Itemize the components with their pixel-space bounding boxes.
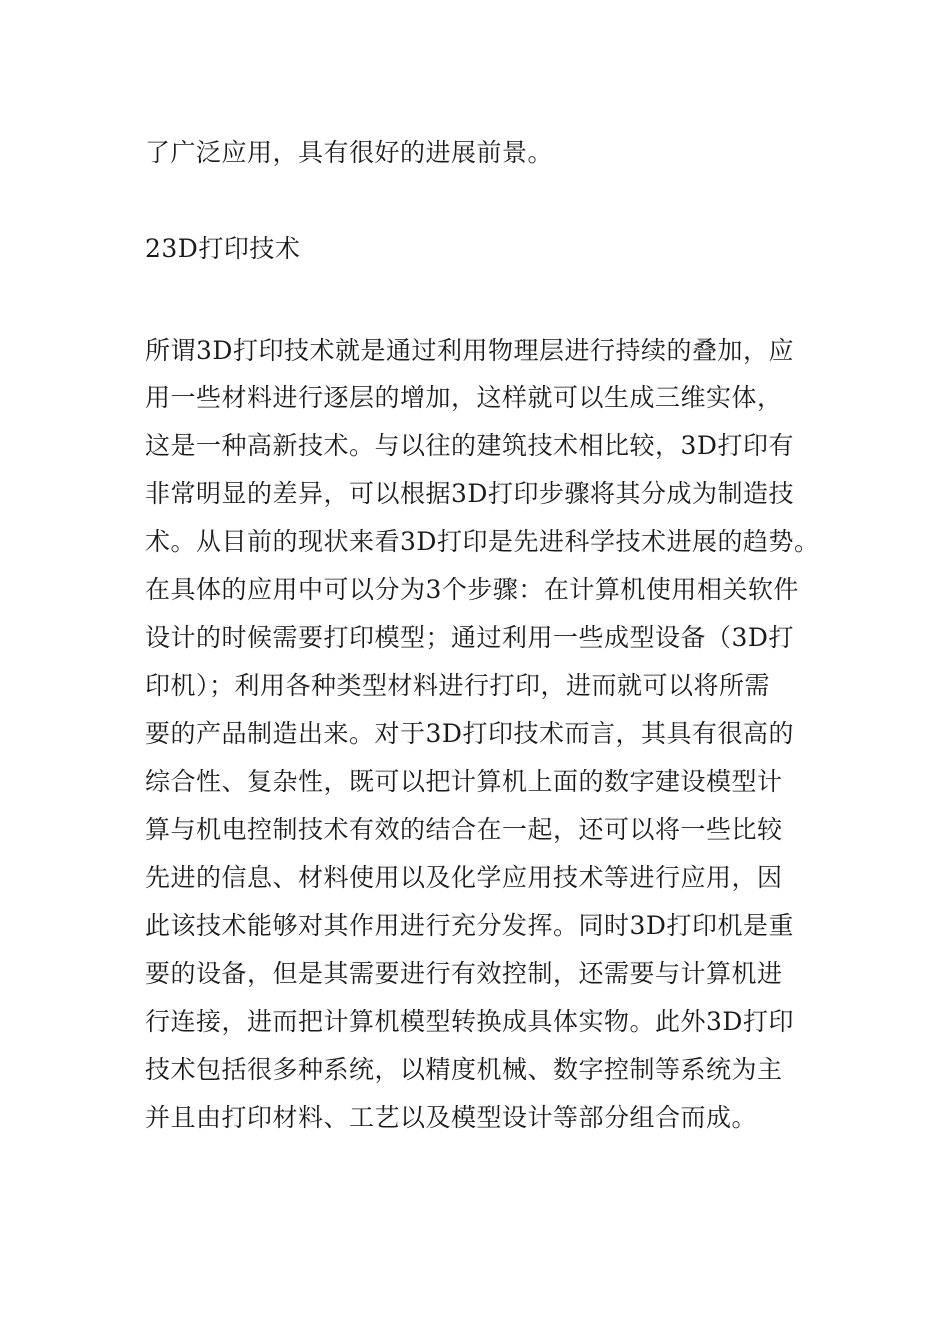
paragraph-line: 并且由打印材料、工艺以及模型设计等部分组合而成。	[145, 1103, 758, 1132]
paragraph-line: 此该技术能够对其作用进行充分发挥。同时3D打印机是重	[145, 911, 794, 940]
paragraph-line: 印机）；利用各种类型材料进行打印，进而就可以将所需	[145, 671, 771, 700]
paragraph-line: 技术包括很多种系统，以精度机械、数字控制等系统为主	[145, 1055, 783, 1084]
paragraph-line: 术。从目前的现状来看3D打印是先进科学技术进展的趋势。	[145, 527, 820, 556]
paragraph-line: 行连接，进而把计算机模型转换成具体实物。此外3D打印	[145, 1007, 794, 1036]
paragraph-line: 综合性、复杂性，既可以把计算机上面的数字建设模型计	[145, 767, 783, 796]
intro-line: 了广泛应用，具有很好的进展前景。	[145, 138, 554, 167]
paragraph-line: 设计的时候需要打印模型；通过利用一些成型设备（3D打	[145, 623, 794, 652]
paragraph-line: 在具体的应用中可以分为3个步骤：在计算机使用相关软件	[145, 575, 799, 604]
section-heading: 23D打印技术	[145, 234, 301, 263]
paragraph-line: 算与机电控制技术有效的结合在一起，还可以将一些比较	[145, 815, 783, 844]
paragraph-line: 要的设备，但是其需要进行有效控制，还需要与计算机进	[145, 959, 783, 988]
paragraph-line: 这是一种高新技术。与以往的建筑技术相比较，3D打印有	[145, 431, 794, 460]
paragraph-line: 用一些材料进行逐层的增加，这样就可以生成三维实体，	[145, 383, 783, 412]
paragraph-line: 所谓3D打印技术就是通过利用物理层进行持续的叠加，应	[145, 336, 794, 365]
paragraph-line: 非常明显的差异，可以根据3D打印步骤将其分成为制造技	[145, 479, 794, 508]
paragraph-line: 要的产品制造出来。对于3D打印技术而言，其具有很高的	[145, 719, 794, 748]
paragraph-line: 先进的信息、材料使用以及化学应用技术等进行应用，因	[145, 863, 783, 892]
